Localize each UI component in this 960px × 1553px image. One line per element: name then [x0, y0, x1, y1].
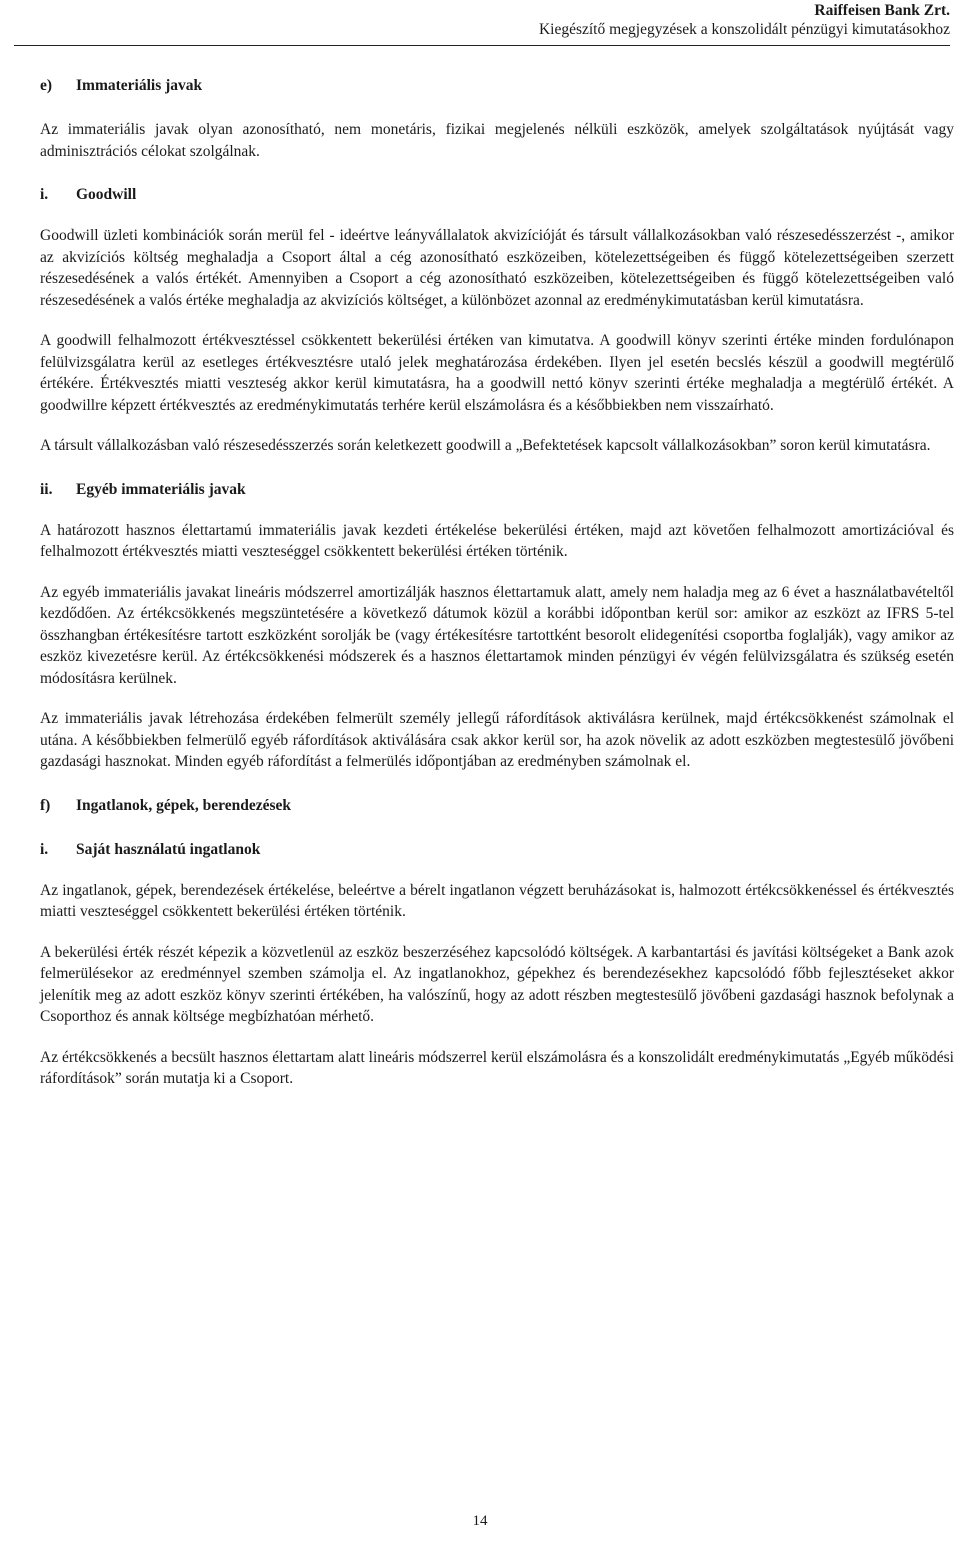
header-subtitle: Kiegészítő megjegyzések a konszolidált pénzügyi kimutatásokhoz — [538, 21, 950, 38]
paragraph: Az immateriális javak létrehozása érdekében felmerült személy jellegű ráfordítások aktiválásra kerülnek, majd értékcsökkenést számolnak el utána. A későbbiekben felmerülő egyéb ráfordítások aktiválására csak akkor kerül sor, ha azok növelik az adott eszközben megtestesülő jövőbeni gazdasági hasznokat. Minden egyéb ráfordítást a felmerülés időpontjában az eredményben számolnak el. — [40, 710, 954, 770]
subsection-heading-goodwill: i. Goodwill — [40, 186, 137, 203]
paragraph: A goodwill felhalmozott értékvesztéssel csökkentett bekerülési értéken van kimutatva. A goodwill könyv szerinti értéke minden fordulónapon felülvizsgálatra kerül az esetleges értékvesztésre utaló jelek meghatározása érdekében. Ilyen jel esetén becslés készül a goodwill megtérülő értékére. Értékvesztés miatti veszteség akkor kerül kimutatásra, ha a goodwill nettó könyv szerinti értéke meghaladja a megtérülő értékét. A goodwillre képzett értékvesztés az eredménykimutatás terhére kerül elszámolásra és a későbbiekben nem visszaírható. — [40, 332, 954, 414]
page-header — [539, 1, 950, 39]
subsection-heading-own-property: i. Saját használatú ingatlanok — [40, 840, 261, 858]
paragraph: A bekerülési érték részét képezik a közvetlenül az eszköz beszerzéséhez kapcsolódó költségek. A karbantartási és javítási költségeket a Bank azok felmerülésekor az eredménnyel szemben számolja el. Az ingatlanokhoz, gépekhez és berendezésekhez kapcsolódó főbb fejlesztéseket akkor jelenítik meg az adott eszköz könyv szerinti értékében, ha valószínű, hogy az adott részben megtestesülő jövőbeni gazdasági hasznok befolynak a Csoporthoz és annak költsége megbízhatóan mérhető. — [40, 943, 954, 1025]
section-heading-f: f) Ingatlanok, gépek, berendezések — [40, 796, 292, 814]
paragraph: Az immateriális javak olyan azonosítható, nem monetáris, fizikai megjelenés nélküli eszközök, amelyek szolgáltatások nyújtását vagy adminisztrációs célokat szolgálnak. — [40, 121, 954, 160]
header-divider — [14, 45, 950, 46]
header-bank-name: Raiffeisen Bank Zrt. — [814, 2, 950, 19]
paragraph: Az értékcsökkenés a becsült hasznos élettartam alatt lineáris módszerrel kerül elszámolásra és a konszolidált eredménykimutatás „Egyéb működési ráfordítások” során mutatja ki a Csoport. — [40, 1048, 954, 1087]
paragraph: A társult vállalkozásban való részesedésszerzés során keletkezett goodwill a „Befektetések kapcsolt vállalkozásokban” soron kerül kimutatásra. — [40, 437, 931, 454]
paragraph: A határozott hasznos élettartamú immateriális javak kezdeti értékelése bekerülési értéken, majd azt követően felhalmozott amortizációval és felhalmozott értékvesztés miatti veszteséggel csökkentett bekerülési értéken történik. — [40, 521, 954, 560]
section-heading-e: e) Immateriális javak — [40, 77, 203, 94]
paragraph: Az ingatlanok, gépek, berendezések értékelése, beleértve a bérelt ingatlanon végzett beruházásokat is, halmozott értékcsökkenéssel és értékvesztés miatti veszteséggel csökkentett bekerülési értéken történik. — [40, 881, 954, 920]
page-content — [40, 70, 954, 1090]
paragraph: Goodwill üzleti kombinációk során merül fel - ideértve leányvállalatok akvizícióját és társult vállalkozásokban való részesedésszerzést -, amikor az akvizíciós költség meghaladja a Csoport által a cég azonosítható eszközeiben, kötelezettségeiben és függő kötelezettségeiben szerzett részesedésének a valós értékét. Amennyiben a Csoport a cég azonosítható eszközeiben, kötelezettségeiben és függő kötelezettségeiben való részesedésének a valós értéke meghaladja az akvizíciós költséget, a különbözet azonnal az eredménykimutatásban kerül kimutatásra. — [40, 227, 954, 309]
page-number: 14 — [472, 1513, 488, 1529]
subsection-heading-other-intangibles: ii. Egyéb immateriális javak — [40, 480, 246, 498]
paragraph: Az egyéb immateriális javakat lineáris módszerrel amortizálják hasznos élettartamuk alatt, amely nem haladja meg az 6 évet a használatbavételtől kezdődően. Az értékcsökkenés megszüntetésére a következő dátumok közül a korábbi időpontban kerül sor: amikor az eszközt az IFRS 5-tel összhangban értékesítésre tartott eszközként sorolják be (vagy értékesítésre tartottként besorolt elidegenítési csoportba foglalják), vagy amikor az eszköz kivezetésre kerül. Az értékcsökkenési módszerek és a hasznos élettartamok minden pénzügyi év végén felülvizsgálatra és szükség esetén módosításra kerülnek. — [40, 583, 954, 687]
